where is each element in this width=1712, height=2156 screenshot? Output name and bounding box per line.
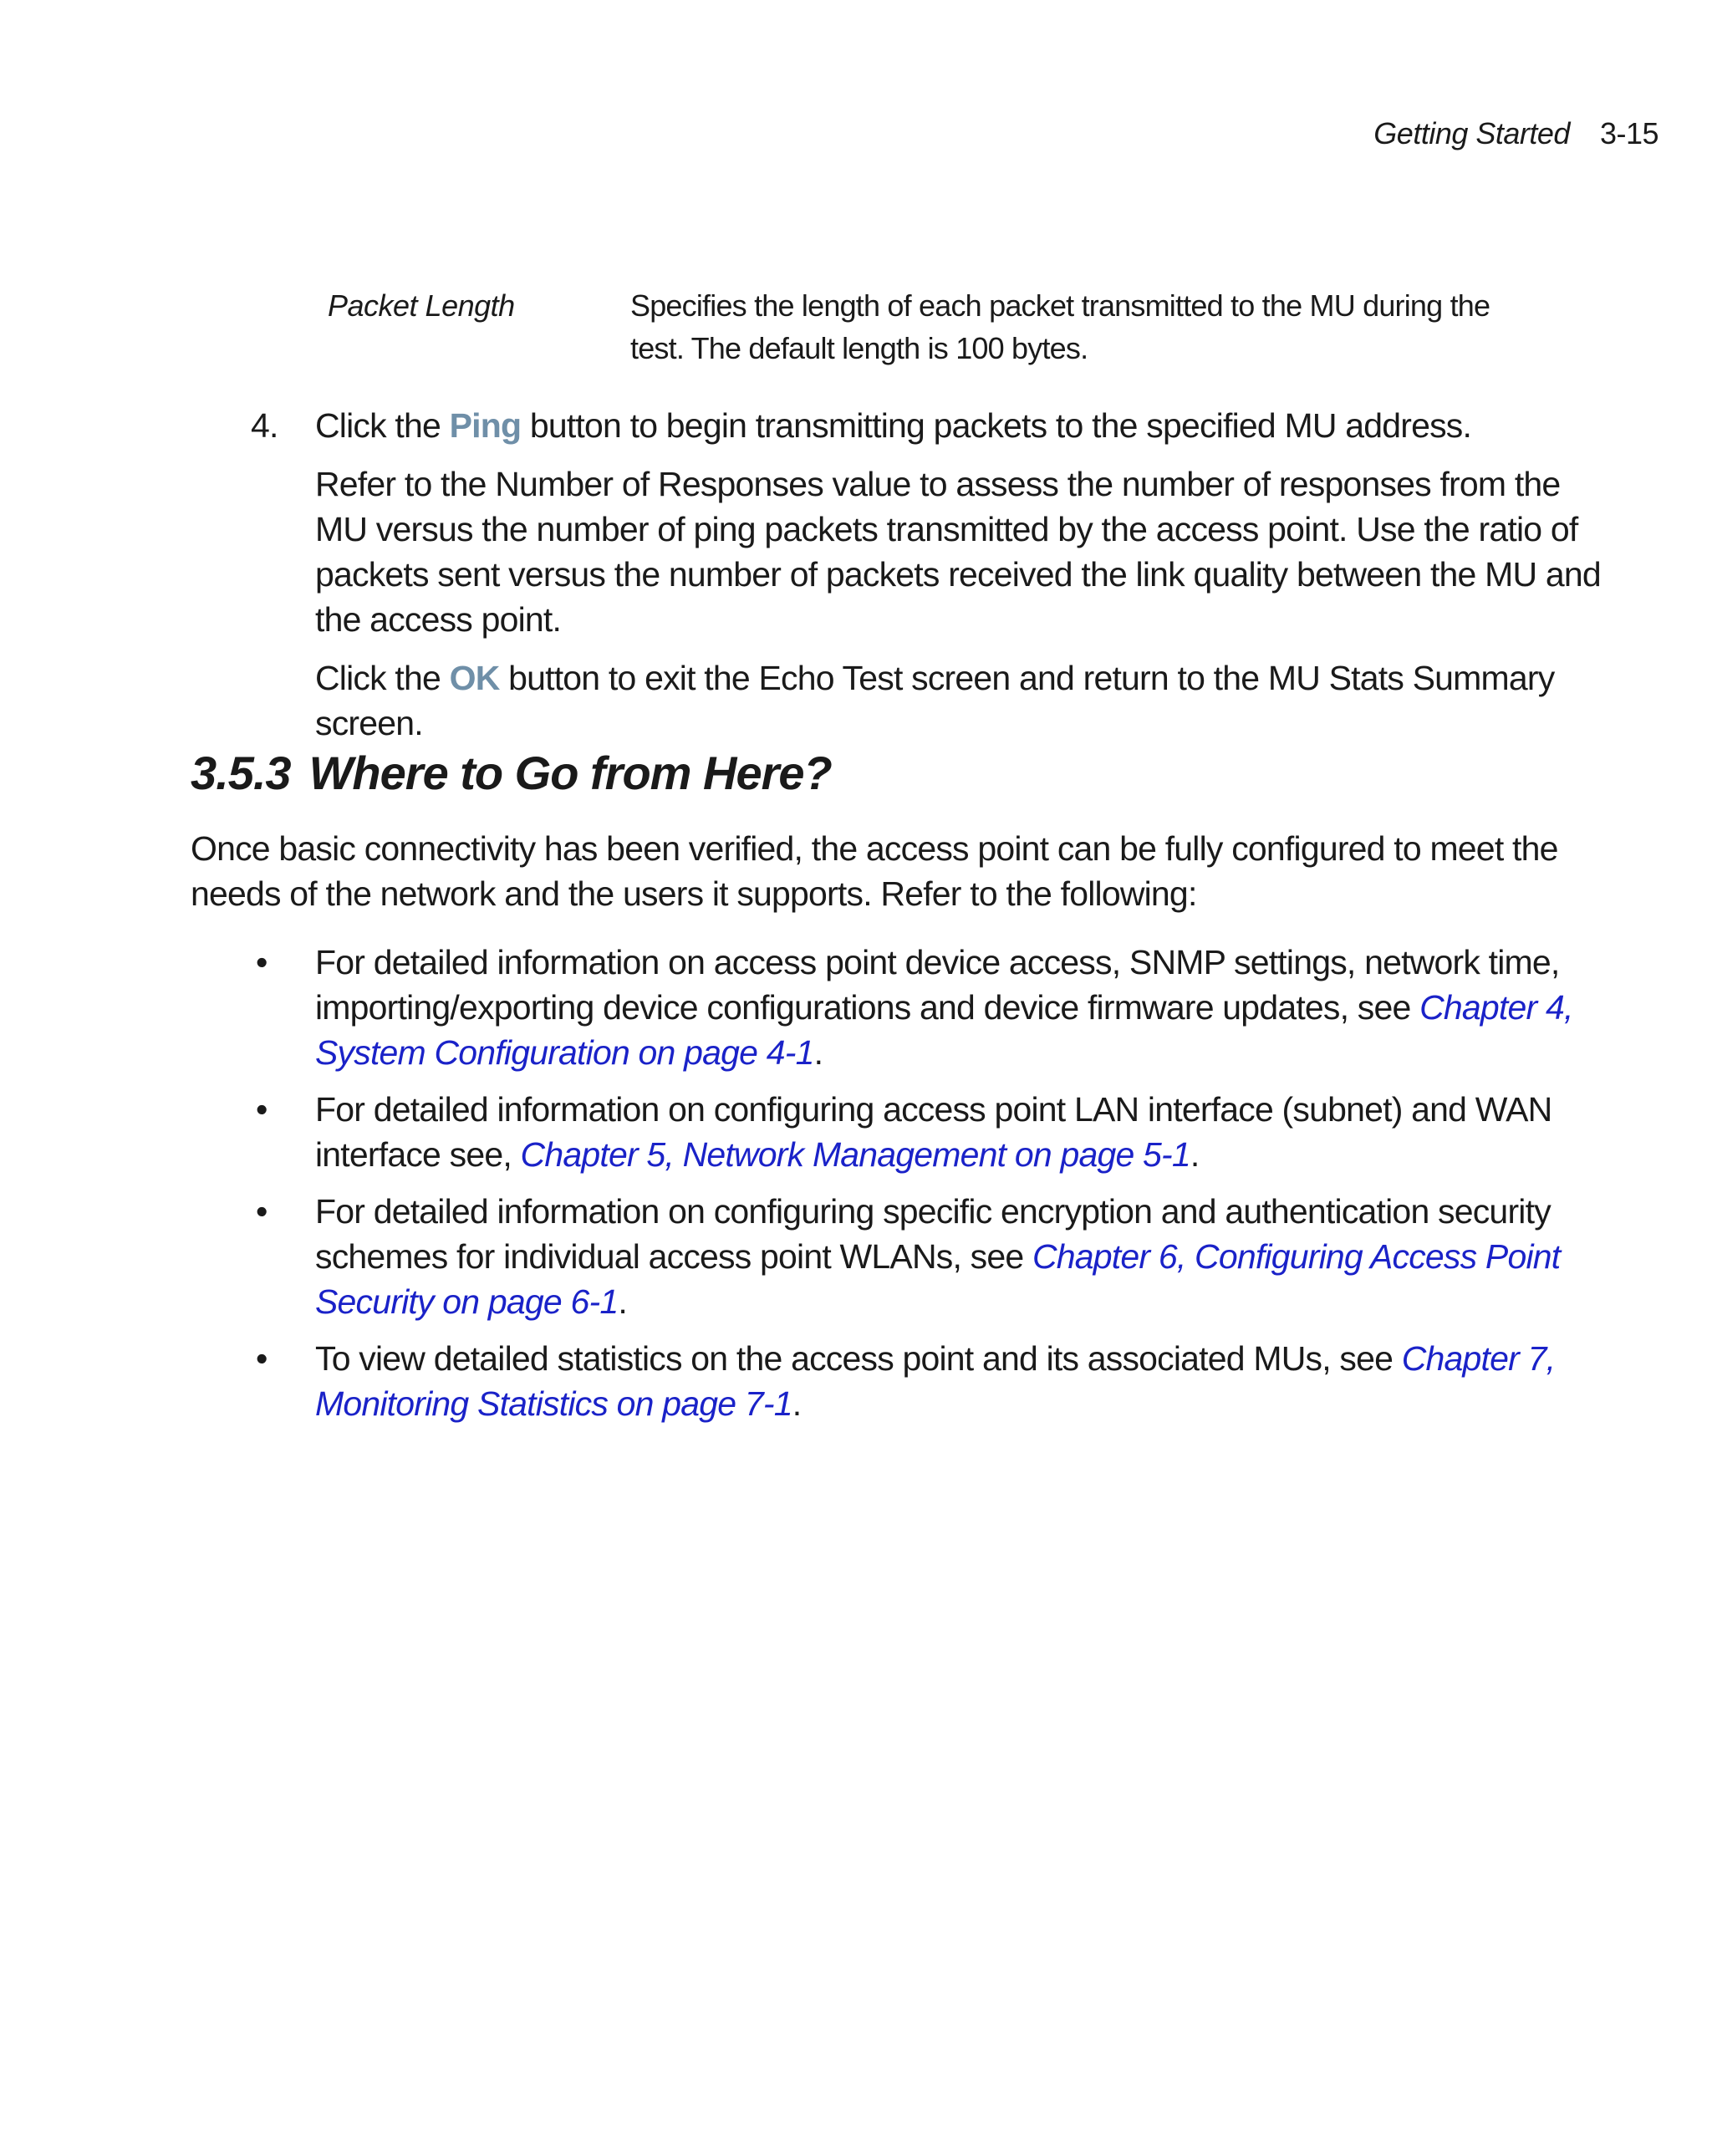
bullet-icon: • (256, 943, 268, 981)
list-item-tail: . (1190, 1135, 1200, 1174)
section-number: 3.5.3 (191, 747, 291, 799)
chapter-4-link[interactable]: Chapter 4, System Configuration on page 4-1 (315, 988, 1573, 1072)
step-exit-instruction (315, 655, 1602, 746)
list-item-text: For detailed information on access point device access, SNMP settings, network time, importing/exporting device configurations and device firmware updates, see (315, 943, 1560, 1027)
step-number: 4. (251, 406, 278, 445)
bullet-icon: • (256, 1090, 268, 1129)
list-item-tail: . (813, 1033, 823, 1072)
step-body (315, 403, 1602, 759)
reference-list (251, 940, 1605, 1438)
list-item-tail: . (792, 1384, 802, 1423)
step-text: Click the (315, 659, 450, 697)
step-text: Click the (315, 406, 450, 445)
list-item (251, 940, 1605, 1075)
parameter-description: Specifies the length of each packet transmitted to the MU during the test. The default length is 100 bytes. (630, 288, 1490, 365)
list-item (251, 1087, 1605, 1177)
bullet-icon: • (256, 1192, 268, 1231)
header-page-number: 3-15 (1599, 116, 1658, 150)
chapter-6-link[interactable]: Chapter 6, Configuring Access Point Security on page 6-1 (315, 1237, 1561, 1321)
chapter-7-link[interactable]: Chapter 7, Monitoring Statistics on page 7-1 (315, 1339, 1556, 1423)
ok-button-label: OK (449, 659, 500, 697)
parameter-name: Packet Length (328, 288, 515, 323)
ping-button-label: Ping (449, 406, 522, 445)
section-heading (191, 744, 832, 803)
step-text: button to exit the Echo Test screen and return to the MU Stats Summary screen. (315, 659, 1555, 742)
list-item-text: For detailed information on configuring specific encryption and authentication security schemes for individual access point WLANs, see (315, 1192, 1551, 1276)
list-item (251, 1336, 1605, 1426)
bullet-icon: • (256, 1339, 268, 1378)
list-item-text: For detailed information on configuring access point LAN interface (subnet) and WAN interface see, (315, 1090, 1552, 1174)
step-instruction (315, 403, 1602, 448)
list-item-tail: . (618, 1282, 627, 1321)
running-header (1373, 115, 1658, 152)
chapter-5-link[interactable]: Chapter 5, Network Management on page 5-1 (520, 1135, 1190, 1174)
list-item-text: To view detailed statistics on the access point and its associated MUs, see (315, 1339, 1402, 1378)
intro-paragraph: Once basic connectivity has been verified, the access point can be fully configured to meet the needs of the network and the users it supports. Refer to the following: (191, 829, 1558, 913)
section-title: Where to Go from Here? (308, 747, 832, 799)
step-text: button to begin transmitting packets to the specified MU address. (521, 406, 1472, 445)
header-section-title: Getting Started (1373, 116, 1570, 150)
list-item (251, 1189, 1605, 1324)
step-explanation: Refer to the Number of Responses value to assess the number of responses from the MU versus the number of ping packets transmitted by the access point. Use the ratio of packets sent versus the number of packets received the link quality between the MU and the access point. (315, 465, 1601, 639)
